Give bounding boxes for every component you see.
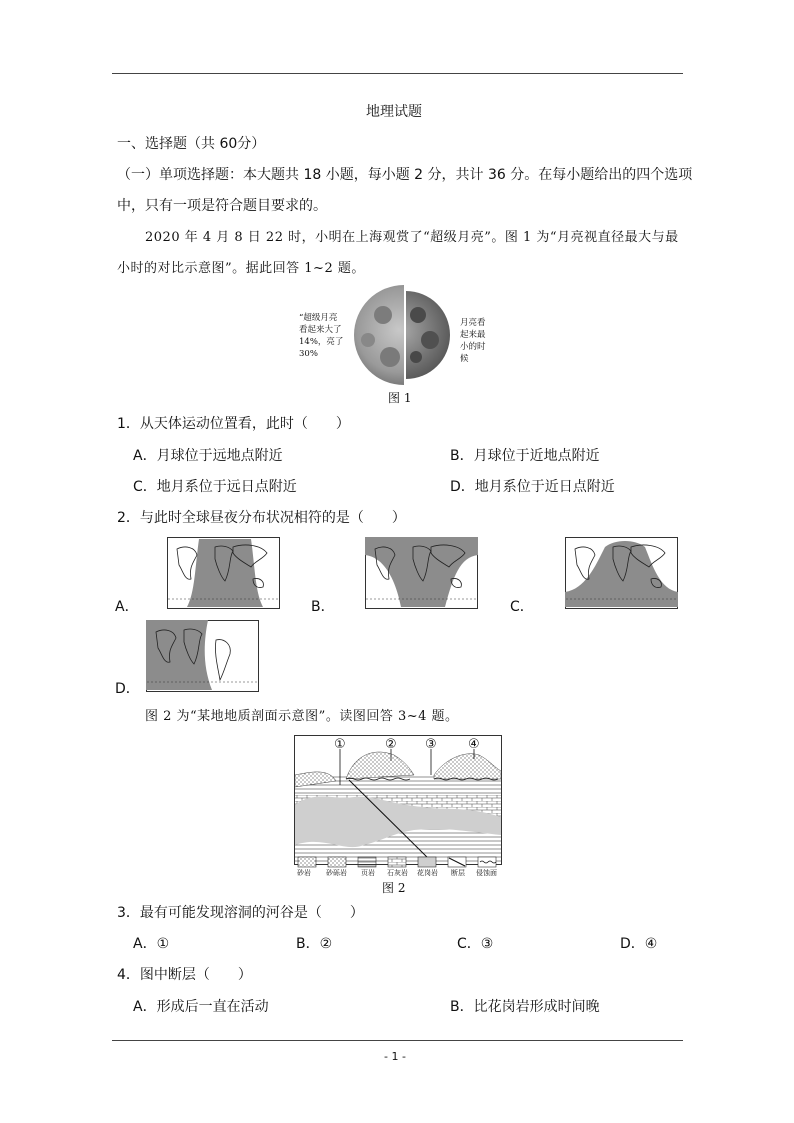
figure1-left-label-1: “超级月亮 [299, 313, 338, 323]
q2-map-d[interactable] [146, 620, 259, 692]
q4-stem: 4．图中断层（ ） [117, 967, 252, 983]
q2-option-c[interactable]: C． [510, 599, 534, 615]
figure1-right-label-2: 起来最 [460, 330, 486, 340]
q3-stem: 3．最有可能发现溶洞的河谷是（ ） [117, 905, 364, 921]
q1-option-b[interactable]: B．月球位于近地点附近 [450, 448, 600, 464]
page-number: - 1 - [384, 1050, 406, 1063]
q2-stem: 2．与此时全球昼夜分布状况相符的是（ ） [117, 510, 406, 526]
q2-option-a[interactable]: A． [115, 599, 139, 615]
figure2-marker-4: ④ [468, 737, 480, 752]
q3-option-c[interactable]: C．③ [457, 936, 494, 952]
page-title: 地理试题 [366, 104, 422, 120]
passage1-line2: 小时的对比示意图”。据此回答 1~2 题。 [117, 261, 365, 276]
q2-map-c[interactable] [565, 537, 678, 609]
section-intro-line1: （一）单项选择题：本大题共 18 小题，每小题 2 分，共计 36 分。在每小题给出的四个选项 [117, 167, 693, 183]
figure1-right-label-3: 小的时 [460, 342, 486, 352]
q2-option-b[interactable]: B． [311, 599, 335, 615]
legend-limestone: 石灰岩 [387, 869, 408, 877]
q1-option-c[interactable]: C．地月系位于远日点附近 [133, 479, 297, 495]
passage2-text: 图 2 为“某地地质剖面示意图”。读图回答 3~4 题。 [145, 709, 459, 724]
figure2-marker-2: ② [385, 737, 397, 752]
legend-granite: 花岗岩 [417, 869, 438, 877]
legend-fault: 断层 [451, 869, 465, 877]
q2-map-a[interactable] [167, 537, 280, 609]
figure2-marker-1: ① [334, 737, 346, 752]
figure2-caption: 图 2 [382, 881, 406, 895]
section-heading: 一、选择题（共 60分） [117, 136, 266, 152]
passage1-line1: 2020 年 4 月 8 日 22 时，小明在上海观赏了“超级月亮”。图 1 为“月亮视直径最大与最 [145, 230, 679, 245]
q2-map-b[interactable] [365, 537, 478, 609]
q1-option-d[interactable]: D．地月系位于近日点附近 [450, 479, 615, 495]
figure1-left-label-2: 看起来大了 [299, 325, 342, 335]
q4-option-a[interactable]: A．形成后一直在活动 [133, 999, 269, 1015]
legend-sandstone: 砂岩 [297, 869, 311, 877]
q2-option-d[interactable]: D． [115, 681, 140, 697]
legend-conglomerate: 砂砾岩 [326, 869, 347, 877]
figure1-left-label-4: 30% [299, 349, 318, 359]
legend-shale: 页岩 [361, 869, 375, 877]
q1-stem: 1．从天体运动位置看，此时（ ） [117, 416, 350, 432]
figure2-legend-swatches [294, 855, 502, 869]
legend-erosion-surface: 侵蚀面 [476, 869, 497, 877]
figure1-right-label-4: 候 [460, 354, 469, 364]
section-intro-line2: 中，只有一项是符合题目要求的。 [117, 198, 327, 214]
q3-option-b[interactable]: B．② [296, 936, 333, 952]
header-rule [112, 73, 683, 74]
q4-option-b[interactable]: B．比花岗岩形成时间晚 [450, 999, 600, 1015]
figure1-left-label-3: 14%，亮了 [299, 337, 344, 347]
figure1-right-label-1: 月亮看 [460, 318, 486, 328]
figure2-marker-3: ③ [425, 737, 437, 752]
footer-rule [112, 1040, 683, 1041]
figure1-caption: 图 1 [388, 391, 412, 405]
q1-option-a[interactable]: A．月球位于远地点附近 [133, 448, 283, 464]
q3-option-d[interactable]: D．④ [620, 936, 658, 952]
q3-option-a[interactable]: A．① [133, 936, 170, 952]
